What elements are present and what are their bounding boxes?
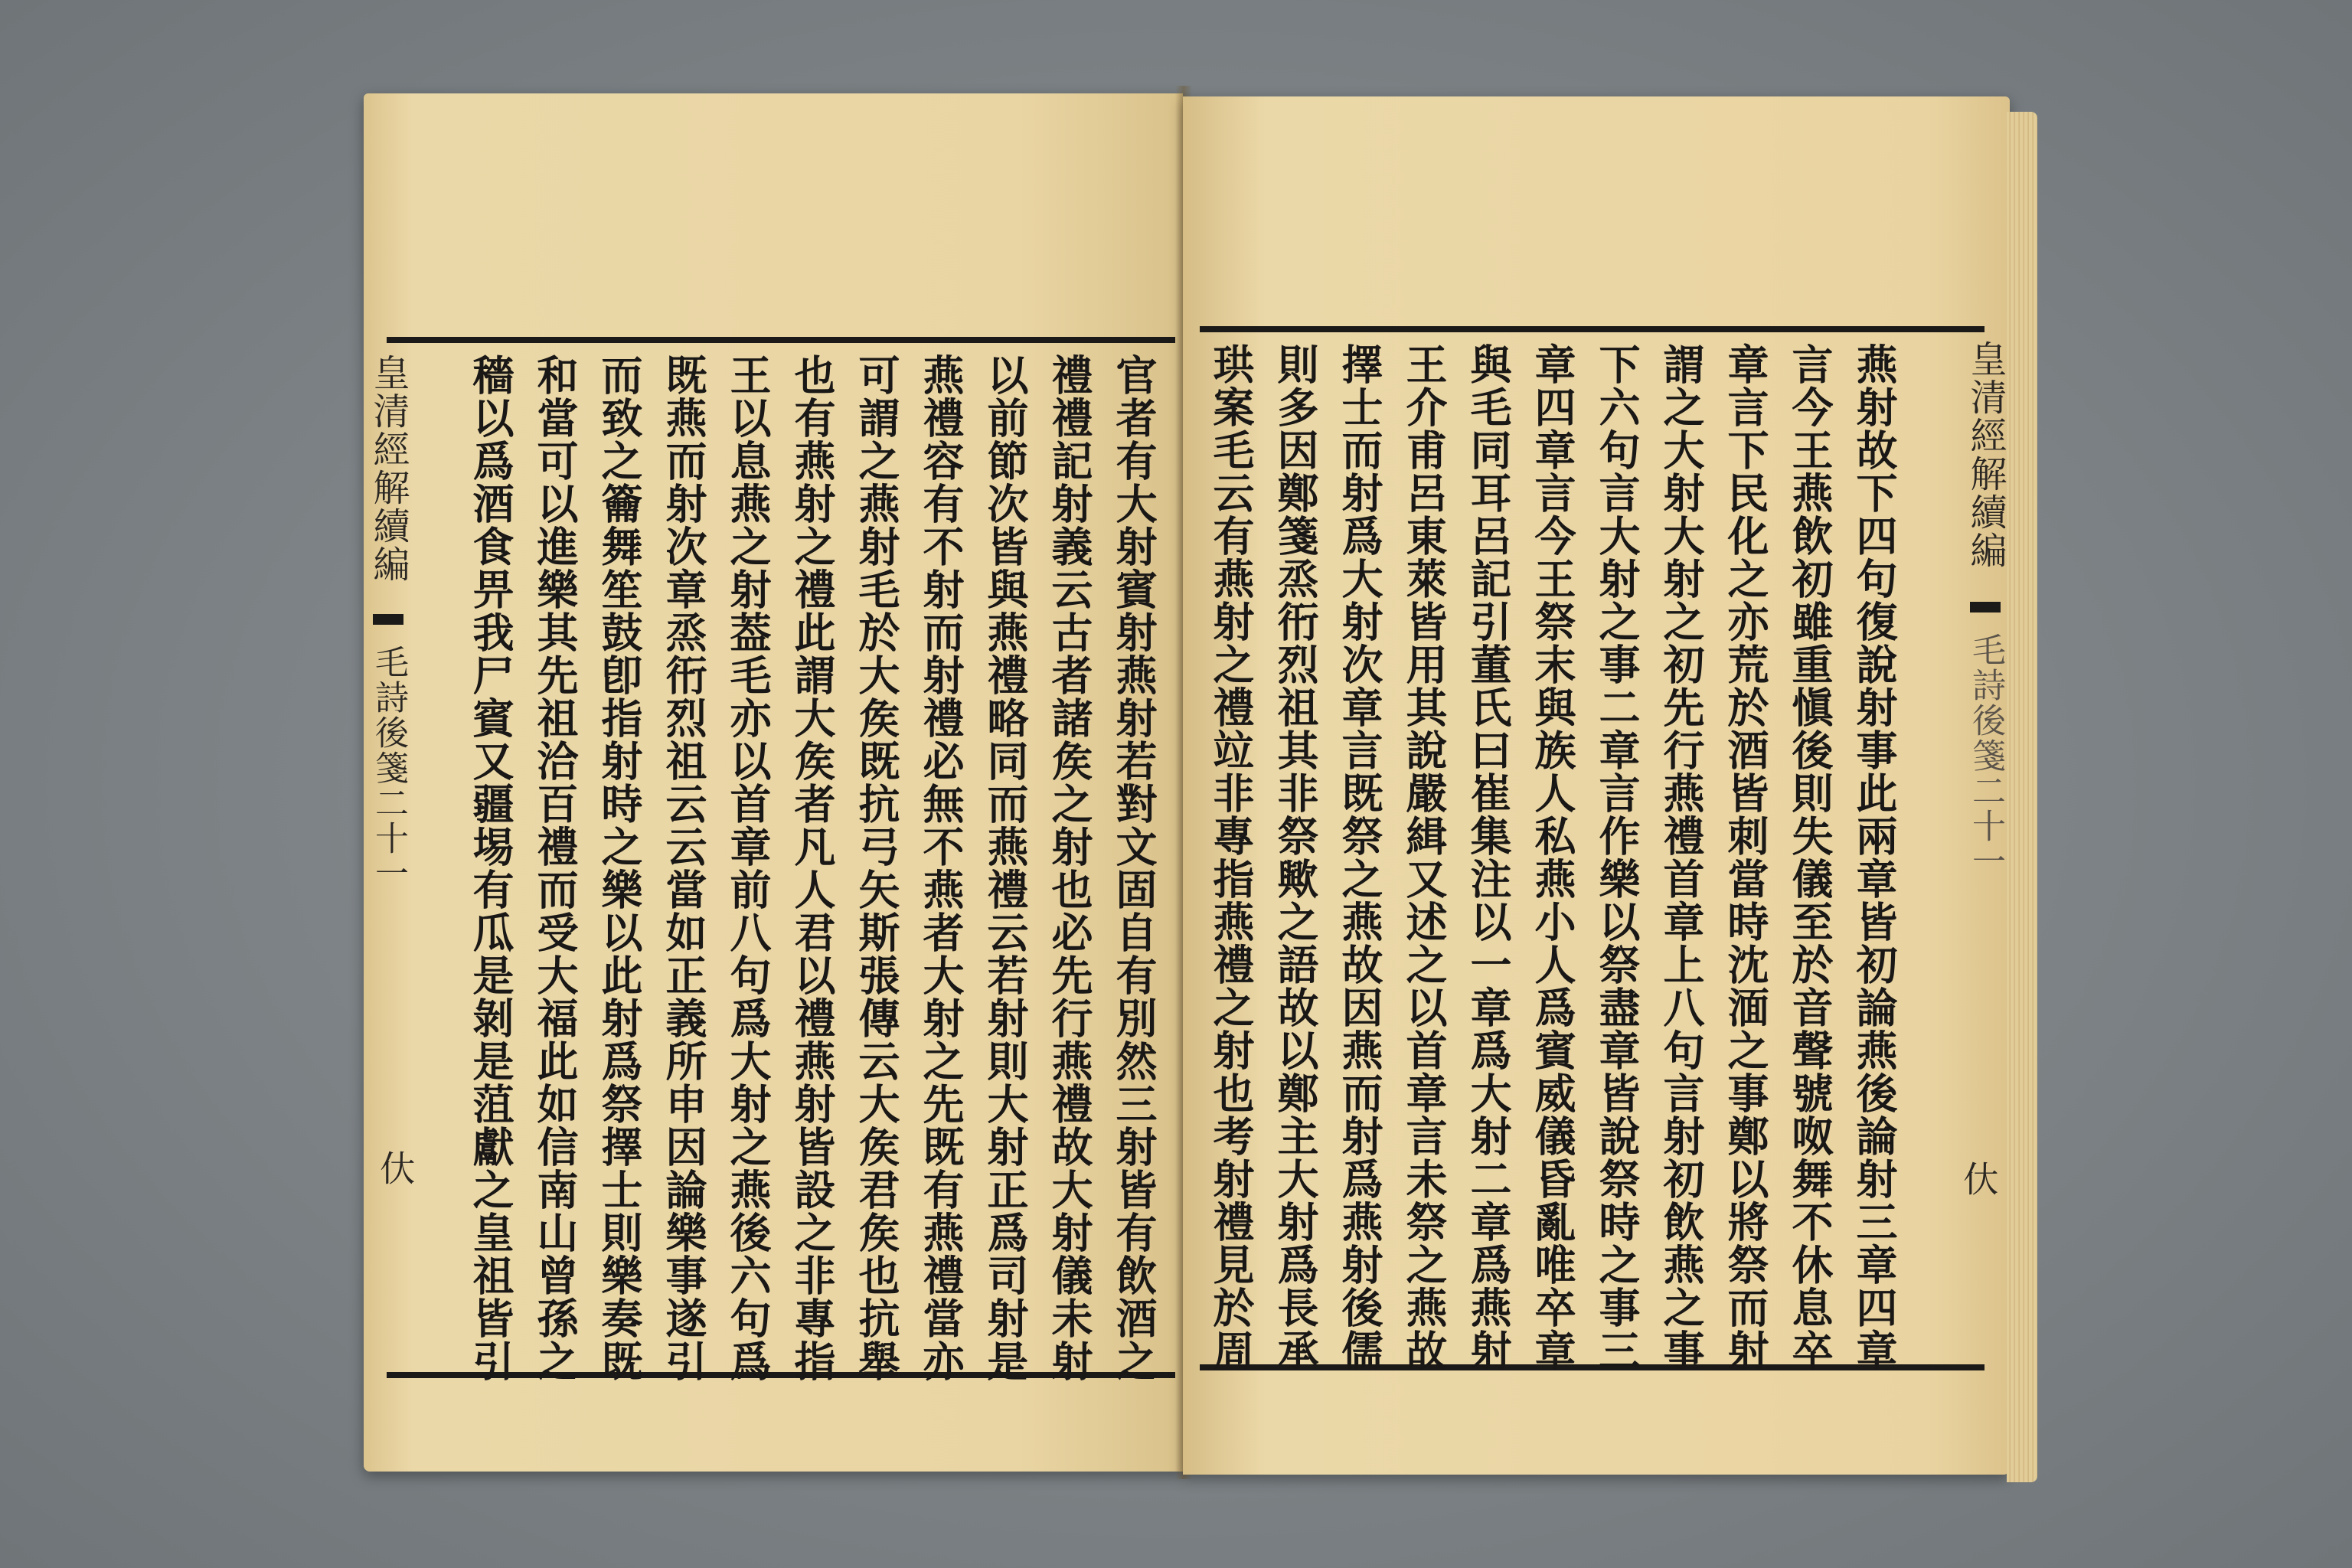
text-column: 章言下民化之亦荒於酒皆刺當時沈湎之事鄭以將祭而射 (1721, 343, 1770, 1372)
text-column: 擇士而射爲大射次章言既祭之燕故因燕而射爲燕射後儒 (1335, 343, 1384, 1372)
right-page-text-frame (1200, 326, 1984, 1370)
text-column: 言今王燕飲初雖重愼後則失儀至於音聲號呶舞不休息卒 (1785, 343, 1834, 1372)
text-column: 章四章言今王祭末與族人私燕小人爲賓威儀昏亂唯卒章 (1528, 343, 1577, 1372)
fish-tail-mark (373, 614, 403, 625)
fish-tail-mark (1970, 602, 2001, 612)
page-number: 㐲 (374, 1150, 416, 1185)
text-column: 王介甫呂東萊皆用其說嚴緝又述之以首章言未祭之燕故 (1400, 343, 1449, 1372)
margin-title: 皇清經解續編 (1964, 340, 2007, 570)
margin-subtitle: 毛詩後箋二十一 (369, 645, 408, 891)
text-column: 燕射故下四句復說射事此兩章皆初論燕後論射三章四章 (1850, 343, 1899, 1372)
text-column: 以前節次皆與燕禮略同而燕禮云若射則大射正爲司射是 (981, 354, 1030, 1383)
text-column: 與毛同耳呂記引董氏曰崔集注以一章爲大射二章爲燕射 (1464, 343, 1513, 1372)
page-edges (2007, 112, 2037, 1482)
text-column: 也有燕射之禮此謂大矦者凡人君以禮燕射皆設之非專指 (788, 354, 837, 1383)
text-column: 官者有大射賓射燕射若對文固自有別然三射皆有飲酒之 (1109, 354, 1158, 1383)
open-book (352, 86, 2037, 1479)
left-page (364, 93, 1183, 1472)
text-column: 而致之籥舞笙鼓卽指射時之樂以此射爲祭擇士則樂奏既 (595, 354, 644, 1383)
left-page-text-frame (387, 337, 1175, 1383)
right-page (1183, 96, 2010, 1475)
margin-subtitle: 毛詩後箋二十一 (1966, 632, 2005, 879)
text-column: 既燕而射次章烝衎烈祖云云當如正義所申因論樂事遂引 (659, 354, 708, 1383)
text-column: 珙案毛云有燕射之禮竝非專指燕禮之射也考射禮見於周 (1207, 343, 1256, 1372)
text-column: 燕禮容有不射而射禮必無不燕者大射之先既有燕禮當亦 (916, 354, 965, 1383)
text-column: 王以息燕之射葢毛亦以首章前八句爲大射之燕後六句爲 (724, 354, 773, 1383)
text-column: 下六句言大射之事二章言作樂以祭盡章皆說祭時之事三 (1592, 343, 1642, 1372)
text-column: 謂之大射大射之初先行燕禮首章上八句言射初飲燕之事 (1657, 343, 1706, 1372)
text-column: 穡以爲酒食畀我尸賓又疆埸有瓜是剝是菹獻之皇祖皆引 (466, 354, 515, 1383)
text-column: 可謂之燕射毛於大矦既抗弓矢斯張傳云大矦君矦也抗舉 (852, 354, 901, 1383)
text-column: 則多因鄭箋烝衎烈祖其非祭歟之語故以鄭主大射爲長承 (1271, 343, 1320, 1372)
text-column: 禮禮記射義云古者諸矦之射也必先行燕禮故大射儀未射 (1045, 354, 1094, 1383)
text-column: 和當可以進樂其先祖洽百禮而受大福此如信南山曾孫之 (531, 354, 580, 1383)
page-number: 㐲 (1958, 1161, 1999, 1196)
margin-title: 皇清經解續編 (367, 354, 410, 583)
